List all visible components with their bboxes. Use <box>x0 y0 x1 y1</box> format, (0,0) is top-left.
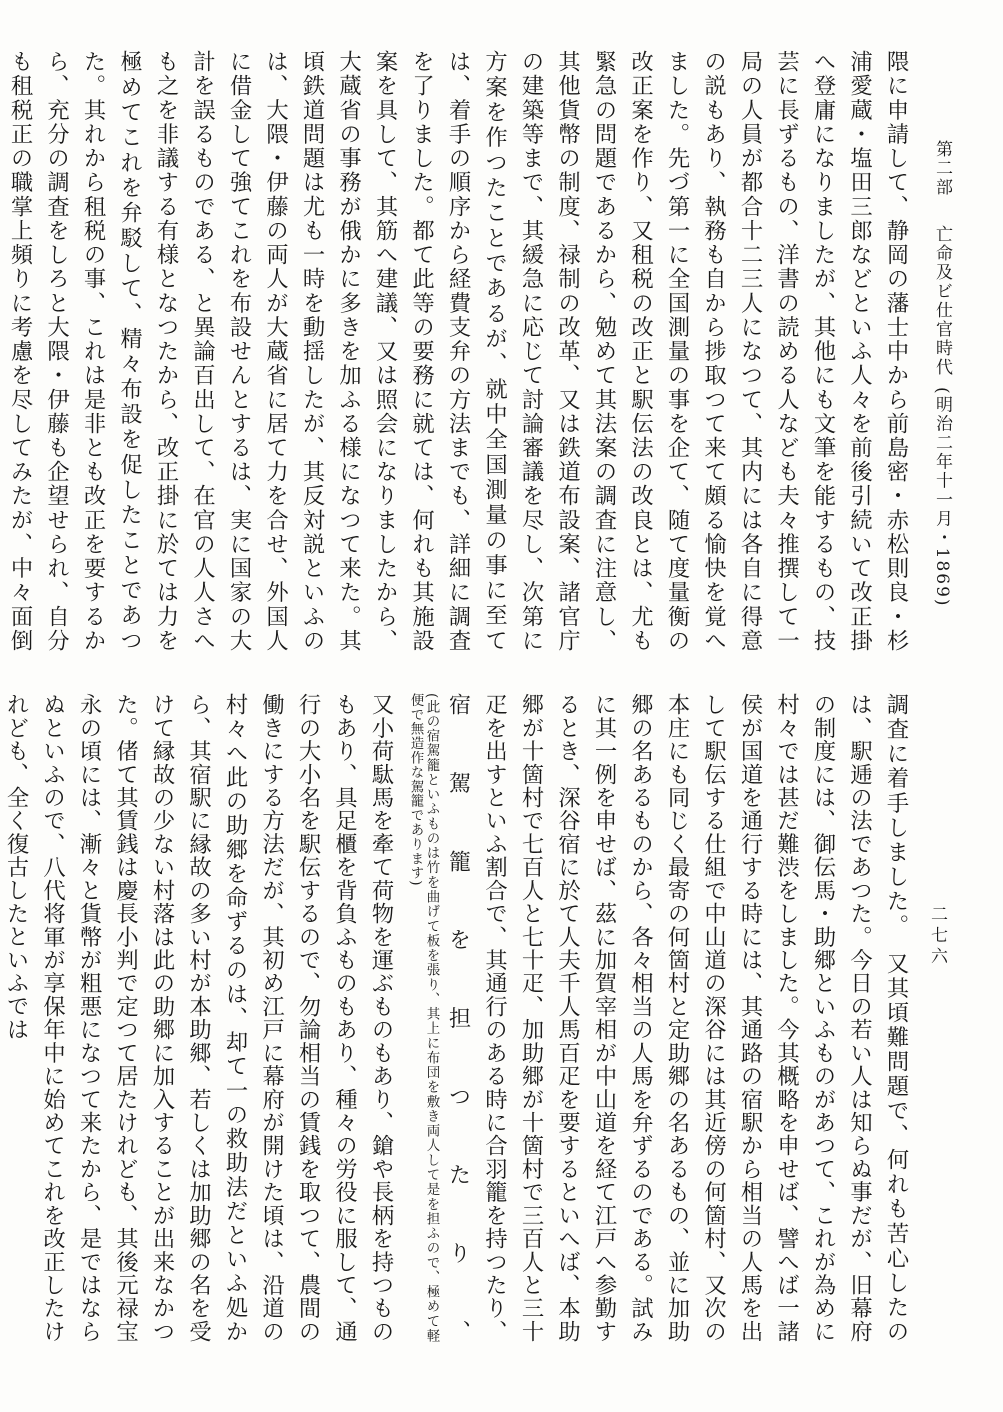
body-text-lower <box>3 693 914 1343</box>
part-label: 第二部 <box>932 140 952 197</box>
lower-paragraph <box>0 693 914 1343</box>
upper-paragraph: 隈に申請して、静岡の藩士中から前島密・赤松則良・杉浦愛蔵・塩田三郎などといふ人々を前後引続いて改正掛へ登庸になりましたが、其他にも文筆を能するもの、技芸に長ずるもの、洋書の読める人なども夫々推撰して一局の人員が都合十二三人になつて、其内には各自に得意の説もあり、執務も自から捗取つて来て頗る愉快を覚へました。先づ第一に全国測量の事を企て、随て度量衡の改正案を作り、又租税の改正と駅伝法の改良とは、尤も緊急の問題であるから、勉めて其法案の調査に注意し、其他貨幣の制度、禄制の改革、又は鉄道布設案、諸官庁の建築等まで、其緩急に応じて討論審議を尽し、次第に方案を作つたことであるが、就中全国測量の事に至ては、着手の順序から経費支弁の方法までも、詳細に調査を了りました。都て此等の要務に就ては、何れも其施設案を具して、其筋へ建議、又は照会になりましたから、大蔵省の事務が俄かに多きを加ふる様になつて来た。其頃鉄道問題は尤も一時を動揺したが、其反対説といふのは、大隈・伊藤の両人が大蔵省に居て力を合せ、外国人に借金して強てこれを布設せんとするは、実に国家の大計を誤るものである、と異論百出して、在官の人人さへも之を非議する有様となつたから、改正掛に於ては力を極めてこれを弁駁して、精々布設を促したことであつた。其れから租税の事、これは是非とも改正を要するから、充分の調査をしろと大隈・伊藤も企望せられ、自分も租税正の職掌上頻りに考慮を尽してみたが、中々面倒 <box>7 50 909 652</box>
chapter-title: 亡命及ビ仕官時代 <box>932 225 952 377</box>
page-number: 二七六 <box>927 905 947 968</box>
header-date: (明治二年十一月・1869) <box>932 387 952 608</box>
lower-text-part1: 調査に着手しました。 又其頃難問題で、何れも苦心したのは、駅逓の法であつた。今日の若い人は知らぬ事だが、旧幕府の制度には、御伝馬・助郷といふものがあつて、これが為めに村々では甚だ難渋をしました。今其概略を申せば、譬へば一諸侯が国道を通行する時には、其通路の宿駅から相当の人馬を出して駅伝する仕組で中山道の深谷には其近傍の何箇村、又次の本庄にも同じく最寄の何箇村と定助郷の名あるもの、並に加助郷の名あるものから、各々相当の人馬を弁ずるのである。試みに其一例を申せば、茲に加賀宰相が中山道を経て江戸へ参勤するとき、深谷宿に於て人夫千人馬百疋を要するといへば、本助郷が十箇村で七百人と七十疋、加助郷が十箇村で三百人と三十疋を出すといふ割合で、其通行のある時に合羽籠を持つたり、宿駕籠を担つたり、 <box>445 693 909 1343</box>
running-header <box>915 140 955 700</box>
inline-note: (此の宿駕籠といふものは竹を曲げて板を張り、其上に布団を敷き両人して是を担ふので、極めて軽便で無造作な駕籠であります) <box>407 693 440 1343</box>
body-text-upper <box>7 50 914 652</box>
lower-text-part2: 又小荷駄馬を牽て荷物を運ぶものもあり、鎗や長柄を持つものもあり、具足櫃を背負ふものもあり、種々の労役に服して、通行の大小名を駅伝するので、勿論相当の賃銭を取つて、農間の働きにする方法だが、其初め江戸に幕府が開けた頃は、沿道の村々へ此の助郷を命ずるのは、却て一の救助法だといふ処から、其宿駅に縁故の多い村が本助郷、若しくは加助郷の名を受けて縁故の少ない村落は此の助郷に加入することが出来なかつた。偖て其賃銭は慶長小判で定つて居たけれども、其後元禄宝永の頃には、漸々と貨幣が粗悪になつて来たから、是ではならぬといふので、八代将軍が享保年中に始めてこれを改正したけれども、全く復古したといふでは <box>3 693 394 1343</box>
